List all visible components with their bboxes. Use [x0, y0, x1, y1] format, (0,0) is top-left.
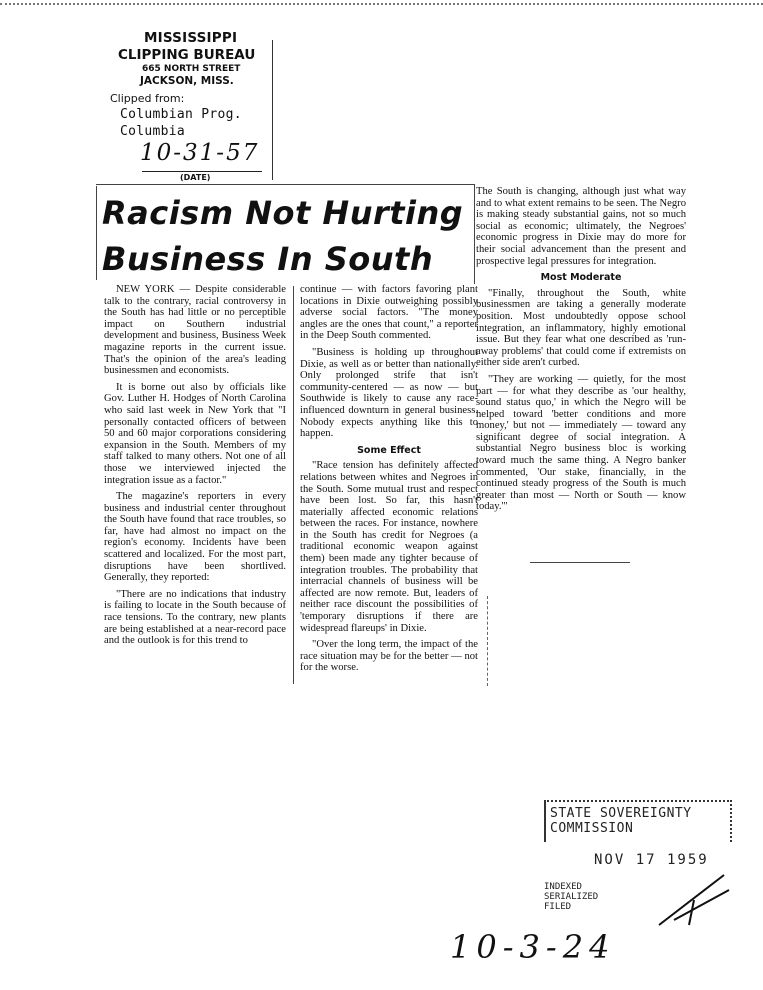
paragraph: "They are working — quietly, for the most part — for what they describe as 'our healthy, sound status quo,' in which the Negro will be helped toward 'better conditions and more money,' but not — immediately — toward any significant degree of social integration. A substantial Negro business bloc is working toward much the same thing. A Negro banker commented, 'Our stake, financially, in the continued steady progress of the South is much greater than most — North or South — know today.'" [476, 373, 686, 513]
stamp-serialized: SERIALIZED [544, 892, 599, 902]
publication-city: Columbia [120, 124, 186, 139]
column-rule-1 [293, 286, 294, 684]
clipping-center-edge [474, 184, 475, 284]
paragraph: "Race tension has definitely affected relations between whites and Negroes in the South. Some mutual trust and respect have been lost. So far, this hasn't materially affected economic relations between the races. For instance, nowhere in the South has credit for Negroes (a traditional economic weapon against them) been made any tighter because of integration troubles. The probability that interracial channels of business will be affected are now remote. But, leaders of neither race discount the possibilities of 'temporary disruptions if there are widespread flareups' in Dixie. [300, 460, 478, 634]
sovereignty-commission-stamp [544, 800, 730, 930]
subhead-most-moderate: Most Moderate [540, 272, 622, 284]
initials-signature-icon [654, 870, 734, 930]
date-underline [142, 171, 262, 172]
stamp-title: STATE SOVEREIGNTY COMMISSION [550, 806, 692, 836]
paragraph: NEW YORK — Despite considerable talk to the contrary, racial controversy in the South has had little or no perceptible impact on Southern industrial development and business, Business Week magazine reports in the current issue. That's the opinion of the area's leading businessmen and economists. [104, 284, 286, 377]
bureau-divider [272, 40, 273, 180]
paragraph: The South is changing, although just what way and to what extent remains to be seen. The Negro is making steady substantial gains, not so much social as economic; ultimately, the Negroes' economic progress in Dixie may do more for their social advancement than the present and prospective legal pressures for integration. [476, 186, 686, 267]
paragraph: The magazine's reporters in every business and industrial center throughout the South have found that race troubles, so far, have had almost no impact on the region's economy. Incidents have been scattered and localized. For the most part, disruptions have been shortlived. Generally, they reported: [104, 491, 286, 584]
clipped-from-label: Clipped from: [110, 92, 185, 105]
paragraph: It is borne out also by officials like Gov. Luther H. Hodges of North Carolina who said last week in New York that "I personally contacted officers of between 50 and 60 major corporations considering expansion in the South. Members of my staff talked to many others. Not one of all those we interviewed injected the integration issue as a factor." [104, 381, 286, 486]
headline-line1: Racism Not Hurting [102, 194, 464, 232]
clipping-left-edge [96, 186, 97, 280]
paragraph: continue — with factors favoring plant locations in Dixie outweighing possibly adverse social factors. "The money angles are the ones that count," a reporter in the Deep South commented. [300, 284, 478, 342]
publication-name: Columbian Prog. [120, 107, 242, 122]
paragraph: "Finally, throughout the South, white businessmen are taking a generally moderate position. Most undoubtedly oppose school integration, an inflammatory, highly emotional issue. But they fear what one described as 'run-away problems' that could come if extremists on either side aren't curbed. [476, 287, 686, 369]
paragraph: "There are no indications that industry is failing to locate in the South because of race tensions. To the contrary, new plants are being established at a near-record pace and the outlook is for this trend to [104, 588, 286, 647]
stamp-indexed: INDEXED [544, 882, 582, 892]
stamp-date: NOV 17 1959 [594, 852, 709, 868]
top-perforation [0, 3, 763, 5]
bureau-address: 665 NORTH STREET [142, 64, 241, 74]
bureau-line1: MISSISSIPPI [144, 30, 238, 46]
handwritten-file-number: 10-3-24 [450, 928, 616, 966]
stamp-filed: FILED [544, 902, 572, 912]
subhead-some-effect: Some Effect [357, 444, 421, 456]
paragraph: "Over the long term, the impact of the race situation may be for the better — not for the worse. [300, 639, 478, 674]
stamp-status-marks [544, 882, 598, 912]
bureau-city: JACKSON, MISS. [140, 75, 234, 87]
clipping-bureau-stamp [108, 30, 278, 140]
date-caption: (DATE) [180, 173, 211, 182]
handwritten-date: 10-31-57 [140, 140, 260, 166]
end-rule [530, 562, 630, 563]
article-column-1 [104, 284, 286, 652]
clipping-top-edge [96, 184, 474, 185]
bureau-line2: CLIPPING BUREAU [118, 47, 256, 63]
column-rule-2 [487, 596, 488, 686]
article-headline [102, 190, 472, 282]
article-column-2 [300, 284, 478, 679]
headline-line2: Business In South [102, 240, 434, 278]
article-column-3 [476, 186, 686, 518]
paragraph: "Business is holding up throughout Dixie, as well as or better than nationally. Only prolonged strife that isn't community-centered — as now — but Southwide is likely to cause any race-influenced downturn in general business. Nobody expects anything like this to happen. [300, 346, 478, 440]
